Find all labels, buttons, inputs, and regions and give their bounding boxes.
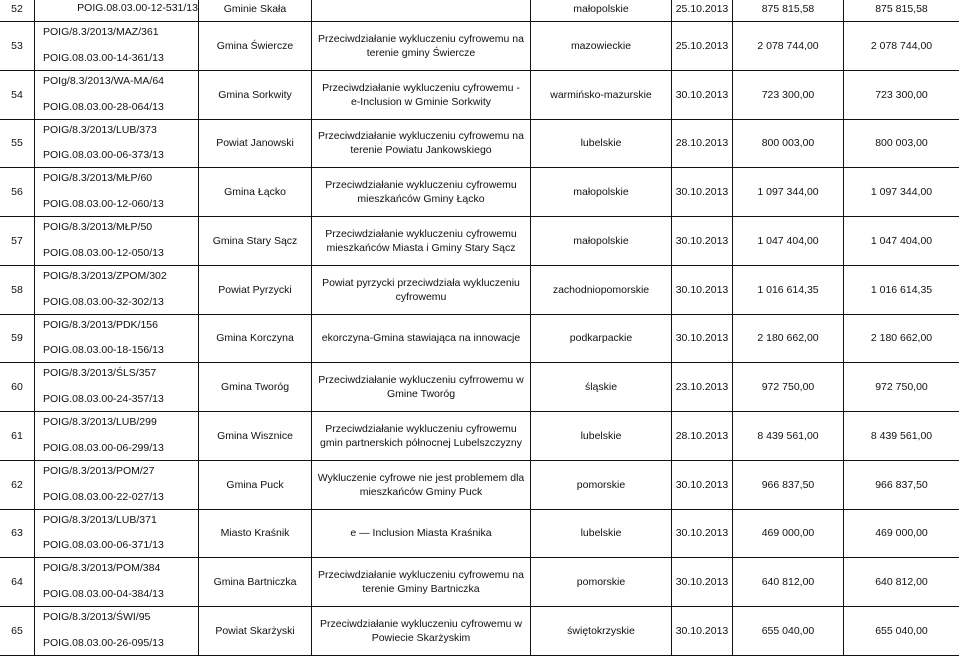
cofinance-value: 1 016 614,35 xyxy=(870,283,933,296)
column-divider xyxy=(671,412,672,460)
column-divider xyxy=(34,412,35,460)
column-divider xyxy=(34,22,35,70)
project-title: Przeciwdziałanie wykluczeniu cyfrowemu w Powiecie Skarżyskim xyxy=(320,617,522,644)
column-divider xyxy=(671,315,672,363)
voivodeship: warmińsko-mazurskie xyxy=(550,88,652,101)
project-code-secondary: POIG.08.03.00-12-060/13 xyxy=(43,198,164,210)
column-divider xyxy=(198,607,199,655)
column-divider xyxy=(671,558,672,606)
beneficiary: Gmina Świercze xyxy=(216,39,294,52)
column-divider xyxy=(843,266,844,314)
table-row xyxy=(0,266,959,315)
total-value: 2 180 662,00 xyxy=(757,332,819,345)
column-divider xyxy=(34,71,35,119)
beneficiary: Gmina Łącko xyxy=(224,186,286,199)
row-number: 53 xyxy=(11,39,23,52)
table-row xyxy=(0,71,959,120)
column-divider xyxy=(311,168,312,216)
cofinance-value: 966 837,50 xyxy=(875,478,928,491)
row-number: 57 xyxy=(11,234,23,247)
cofinance-value: 723 300,00 xyxy=(875,88,928,101)
project-title: Przeciwdziałanie wykluczeniu cyfrowemu gmin partnerskich północnej Lubelszczyzny xyxy=(320,422,522,449)
column-divider xyxy=(530,168,531,216)
beneficiary: Gmina Tworóg xyxy=(220,381,290,394)
row-number: 52 xyxy=(11,3,23,15)
project-code-primary: POIG/8.3/2013/LUB/373 xyxy=(43,123,157,136)
column-divider xyxy=(311,315,312,363)
column-divider xyxy=(311,363,312,411)
voivodeship: śląskie xyxy=(584,381,618,394)
column-divider xyxy=(732,412,733,460)
column-divider xyxy=(311,22,312,70)
project-code-secondary: POIG.08.03.00-26-095/13 xyxy=(43,636,164,649)
column-divider xyxy=(34,315,35,363)
project-code xyxy=(35,266,198,314)
beneficiary: Powiat Pyrzycki xyxy=(218,283,292,296)
project-code-secondary: POIG.08.03.00-14-361/13 xyxy=(43,51,164,64)
agreement-date: 30.10.2013 xyxy=(675,576,729,589)
project-code-secondary: POIG.08.03.00-22-027/13 xyxy=(43,490,164,503)
column-divider xyxy=(843,412,844,460)
project-code-primary: POIG/8.3/2013/MAZ/361 xyxy=(43,26,159,38)
project-code xyxy=(35,461,198,509)
column-divider xyxy=(671,217,672,265)
column-divider xyxy=(198,315,199,363)
project-title: Przeciwdziałanie wykluczeniu cyfrowemu na terenie Gminy Bartniczka xyxy=(317,569,524,596)
row-number: 62 xyxy=(11,478,23,491)
project-code-secondary: POIG.08.03.00-06-299/13 xyxy=(43,441,164,454)
column-divider xyxy=(530,510,531,558)
column-divider xyxy=(34,558,35,606)
project-code-secondary: POIG.08.03.00-06-373/13 xyxy=(43,149,164,162)
column-divider xyxy=(843,0,844,21)
column-divider xyxy=(671,22,672,70)
row-number: 54 xyxy=(11,88,23,101)
column-divider xyxy=(530,363,531,411)
total-value: 655 040,00 xyxy=(761,624,815,637)
column-divider xyxy=(671,363,672,411)
column-divider xyxy=(198,266,199,314)
column-divider xyxy=(311,0,312,21)
column-divider xyxy=(530,0,531,21)
beneficiary: Gmina Korczyna xyxy=(216,332,294,345)
total-value: 966 837,50 xyxy=(761,478,815,491)
voivodeship: pomorskie xyxy=(576,478,626,491)
beneficiary: Gmina Puck xyxy=(226,478,284,491)
column-divider xyxy=(34,363,35,411)
voivodeship: lubelskie xyxy=(580,137,622,150)
table-row xyxy=(0,0,959,22)
beneficiary: Powiat Skarżyski xyxy=(215,624,295,637)
project-title xyxy=(312,0,530,21)
total-value: 2 078 744,00 xyxy=(757,39,819,52)
row-number: 55 xyxy=(11,137,23,150)
column-divider xyxy=(732,168,733,216)
cofinance-value: 2 180 662,00 xyxy=(870,332,933,345)
project-code xyxy=(35,217,198,265)
project-code-primary: POIG/8.3/2013/PDK/156 xyxy=(43,318,158,331)
project-title: Powiat pyrzycki przeciwdziała wykluczeniu cyfrowemu xyxy=(322,276,520,303)
column-divider xyxy=(671,510,672,558)
project-code-secondary: POIG.08.03.00-18-156/13 xyxy=(43,344,164,357)
column-divider xyxy=(198,558,199,606)
project-code-primary: POIG/8.3/2013/ŚWI/95 xyxy=(43,611,151,623)
table-row xyxy=(0,217,959,266)
column-divider xyxy=(311,510,312,558)
project-code xyxy=(35,120,198,168)
column-divider xyxy=(732,607,733,655)
column-divider xyxy=(843,168,844,216)
agreement-date: 30.10.2013 xyxy=(675,624,729,637)
total-value: 8 439 561,00 xyxy=(757,429,819,442)
column-divider xyxy=(198,510,199,558)
column-divider xyxy=(843,461,844,509)
column-divider xyxy=(671,0,672,21)
project-code-primary: POIG.08.03.00-12-531/13 xyxy=(77,2,198,14)
project-code-primary: POIG/8.3/2013/LUB/299 xyxy=(43,416,157,428)
column-divider xyxy=(732,558,733,606)
table-row xyxy=(0,558,959,607)
agreement-date: 30.10.2013 xyxy=(675,88,729,101)
column-divider xyxy=(843,71,844,119)
project-code-secondary: POIG.08.03.00-32-302/13 xyxy=(43,295,164,308)
agreement-date: 30.10.2013 xyxy=(675,478,729,491)
beneficiary: Miasto Kraśnik xyxy=(220,527,290,540)
column-divider xyxy=(530,217,531,265)
column-divider xyxy=(530,607,531,655)
column-divider xyxy=(198,363,199,411)
column-divider xyxy=(198,22,199,70)
voivodeship: mazowieckie xyxy=(570,39,632,52)
column-divider xyxy=(34,461,35,509)
table-row xyxy=(0,315,959,364)
column-divider xyxy=(671,168,672,216)
project-title: ekorczyna-Gmina stawiająca na innowacje xyxy=(321,332,521,345)
column-divider xyxy=(732,71,733,119)
cofinance-value: 875 815,58 xyxy=(875,3,928,15)
project-code-primary: POIg/8.3/2013/WA-MA/64 xyxy=(43,74,165,87)
voivodeship: lubelskie xyxy=(580,429,622,442)
column-divider xyxy=(311,266,312,314)
table-row xyxy=(0,22,959,71)
voivodeship: zachodniopomorskie xyxy=(552,283,650,296)
project-title: e — Inclusion Miasta Kraśnika xyxy=(350,527,492,540)
total-value: 972 750,00 xyxy=(761,381,815,394)
project-code xyxy=(35,363,198,411)
row-number: 56 xyxy=(11,186,23,199)
agreement-date: 28.10.2013 xyxy=(675,429,729,442)
total-value: 875 815,58 xyxy=(761,3,815,15)
project-code xyxy=(35,510,198,558)
project-title: Przeciwdziałanie wykluczeniu cyfrowemu mieszkańców Miasta i Gminy Stary Sącz xyxy=(325,227,517,254)
column-divider xyxy=(671,71,672,119)
column-divider xyxy=(671,461,672,509)
column-divider xyxy=(198,71,199,119)
column-divider xyxy=(311,607,312,655)
column-divider xyxy=(843,315,844,363)
column-divider xyxy=(530,558,531,606)
project-code xyxy=(35,607,198,655)
column-divider xyxy=(311,558,312,606)
total-value: 723 300,00 xyxy=(761,88,815,101)
column-divider xyxy=(530,22,531,70)
project-code-secondary: POIG.08.03.00-12-050/13 xyxy=(43,246,164,259)
project-title: Przeciwdziałanie wykluczeniu cyfrowemu na terenie gminy Świercze xyxy=(317,32,524,59)
agreement-date: 30.10.2013 xyxy=(675,186,729,199)
row-number: 64 xyxy=(11,576,23,589)
column-divider xyxy=(843,363,844,411)
project-code-primary: POIG/8.3/2013/POM/384 xyxy=(43,562,161,575)
column-divider xyxy=(530,461,531,509)
cofinance-value: 8 439 561,00 xyxy=(870,429,933,442)
column-divider xyxy=(843,510,844,558)
project-code-secondary: POIG.08.03.00-04-384/13 xyxy=(43,588,164,600)
beneficiary: Gmina Wisznice xyxy=(217,429,293,442)
table-row xyxy=(0,168,959,217)
column-divider xyxy=(311,461,312,509)
column-divider xyxy=(843,120,844,168)
total-value: 640 812,00 xyxy=(761,576,815,589)
project-code xyxy=(35,315,198,363)
column-divider xyxy=(732,217,733,265)
project-title: Przeciwdziałanie wykluczeniu cyfrrowemu w Gmine Tworóg xyxy=(318,374,524,401)
row-number: 58 xyxy=(11,283,23,296)
column-divider xyxy=(530,266,531,314)
agreement-date: 30.10.2013 xyxy=(675,332,729,345)
column-divider xyxy=(34,120,35,168)
row-number: 59 xyxy=(11,332,23,345)
column-divider xyxy=(198,461,199,509)
column-divider xyxy=(843,558,844,606)
table-row xyxy=(0,607,959,656)
column-divider xyxy=(34,217,35,265)
beneficiary: Powiat Janowski xyxy=(216,137,294,150)
column-divider xyxy=(34,266,35,314)
table-row xyxy=(0,461,959,510)
cofinance-value: 1 097 344,00 xyxy=(870,186,933,199)
agreement-date: 25.10.2013 xyxy=(675,3,729,15)
cofinance-value: 469 000,00 xyxy=(875,527,928,540)
cofinance-value: 640 812,00 xyxy=(875,576,928,589)
column-divider xyxy=(34,0,35,21)
column-divider xyxy=(732,0,733,21)
project-code xyxy=(35,0,198,21)
project-code-primary: POIG/8.3/2013/ZPOM/302 xyxy=(43,269,167,282)
agreement-date: 30.10.2013 xyxy=(675,527,729,540)
project-code xyxy=(35,71,198,119)
column-divider xyxy=(732,510,733,558)
column-divider xyxy=(671,266,672,314)
agreement-date: 23.10.2013 xyxy=(675,381,729,394)
project-title: Przeciwdziałanie wykluczeniu cyfrowemu na terenie Powiatu Jankowskiego xyxy=(317,130,524,157)
cofinance-value: 1 047 404,00 xyxy=(870,234,933,247)
total-value: 469 000,00 xyxy=(761,527,815,540)
table-row xyxy=(0,412,959,461)
row-number: 65 xyxy=(11,624,23,637)
column-divider xyxy=(732,315,733,363)
total-value: 1 097 344,00 xyxy=(757,186,819,199)
column-divider xyxy=(732,461,733,509)
project-code-secondary: POIG.08.03.00-06-371/13 xyxy=(43,539,164,552)
column-divider xyxy=(198,168,199,216)
column-divider xyxy=(311,120,312,168)
column-divider xyxy=(34,510,35,558)
row-number: 61 xyxy=(11,429,23,442)
voivodeship: małopolskie xyxy=(573,234,629,247)
project-code-secondary: POIG.08.03.00-28-064/13 xyxy=(43,100,164,113)
column-divider xyxy=(198,0,199,21)
column-divider xyxy=(198,217,199,265)
project-title: Przeciwdziałanie wykluczeniu cyfrowemu - e-Inclusion w Gminie Sorkwity xyxy=(322,81,520,108)
cofinance-value: 800 003,00 xyxy=(875,137,928,150)
agreement-date: 28.10.2013 xyxy=(675,137,729,150)
column-divider xyxy=(530,120,531,168)
row-number: 63 xyxy=(11,527,23,540)
project-code-primary: POIG/8.3/2013/POM/27 xyxy=(43,464,155,477)
column-divider xyxy=(671,120,672,168)
voivodeship: małopolskie xyxy=(573,3,629,15)
voivodeship: lubelskie xyxy=(580,527,622,540)
project-code xyxy=(35,558,198,606)
column-divider xyxy=(732,120,733,168)
column-divider xyxy=(34,607,35,655)
column-divider xyxy=(311,71,312,119)
column-divider xyxy=(732,22,733,70)
total-value: 800 003,00 xyxy=(761,137,815,150)
cofinance-value: 2 078 744,00 xyxy=(870,39,933,52)
project-title: Wykluczenie cyfrowe nie jest problemem dla mieszkańców Gminy Puck xyxy=(317,471,525,498)
project-code xyxy=(35,22,198,70)
beneficiary: Gmina Sorkwity xyxy=(218,88,292,101)
project-code-primary: POIG/8.3/2013/ŚLS/357 xyxy=(43,367,157,380)
column-divider xyxy=(843,607,844,655)
voivodeship: pomorskie xyxy=(576,576,626,589)
row-number: 60 xyxy=(11,381,23,394)
voivodeship: świętokrzyskie xyxy=(567,624,635,637)
cofinance-value: 655 040,00 xyxy=(875,624,928,637)
project-code-primary: POIG/8.3/2013/MŁP/50 xyxy=(43,221,153,233)
beneficiary: Gmina Stary Sącz xyxy=(212,234,298,247)
column-divider xyxy=(530,315,531,363)
project-code-primary: POIG/8.3/2013/LUB/371 xyxy=(43,513,157,526)
column-divider xyxy=(311,217,312,265)
agreement-date: 30.10.2013 xyxy=(675,283,729,296)
voivodeship: małopolskie xyxy=(573,186,629,199)
column-divider xyxy=(198,120,199,168)
project-title: Przeciwdziałanie wykluczeniu cyfrowemu mieszkańców Gminy Łącko xyxy=(325,179,517,206)
cofinance-value: 972 750,00 xyxy=(875,381,928,394)
column-divider xyxy=(530,412,531,460)
voivodeship: podkarpackie xyxy=(569,332,633,345)
project-code xyxy=(35,168,198,216)
column-divider xyxy=(530,71,531,119)
table-row xyxy=(0,120,959,169)
project-code xyxy=(35,412,198,460)
project-code-secondary: POIG.08.03.00-24-357/13 xyxy=(43,393,164,405)
column-divider xyxy=(843,22,844,70)
column-divider xyxy=(732,266,733,314)
column-divider xyxy=(843,217,844,265)
project-code-primary: POIG/8.3/2013/MŁP/60 xyxy=(43,172,153,185)
column-divider xyxy=(198,412,199,460)
total-value: 1 047 404,00 xyxy=(757,234,819,247)
table-row xyxy=(0,363,959,412)
table-row xyxy=(0,510,959,559)
total-value: 1 016 614,35 xyxy=(757,283,819,296)
beneficiary: Gmina Bartniczka xyxy=(213,576,297,589)
column-divider xyxy=(732,363,733,411)
agreement-date: 30.10.2013 xyxy=(675,234,729,247)
beneficiary: Gminie Skała xyxy=(223,3,287,15)
column-divider xyxy=(671,607,672,655)
column-divider xyxy=(311,412,312,460)
column-divider xyxy=(34,168,35,216)
agreement-date: 25.10.2013 xyxy=(675,39,729,52)
